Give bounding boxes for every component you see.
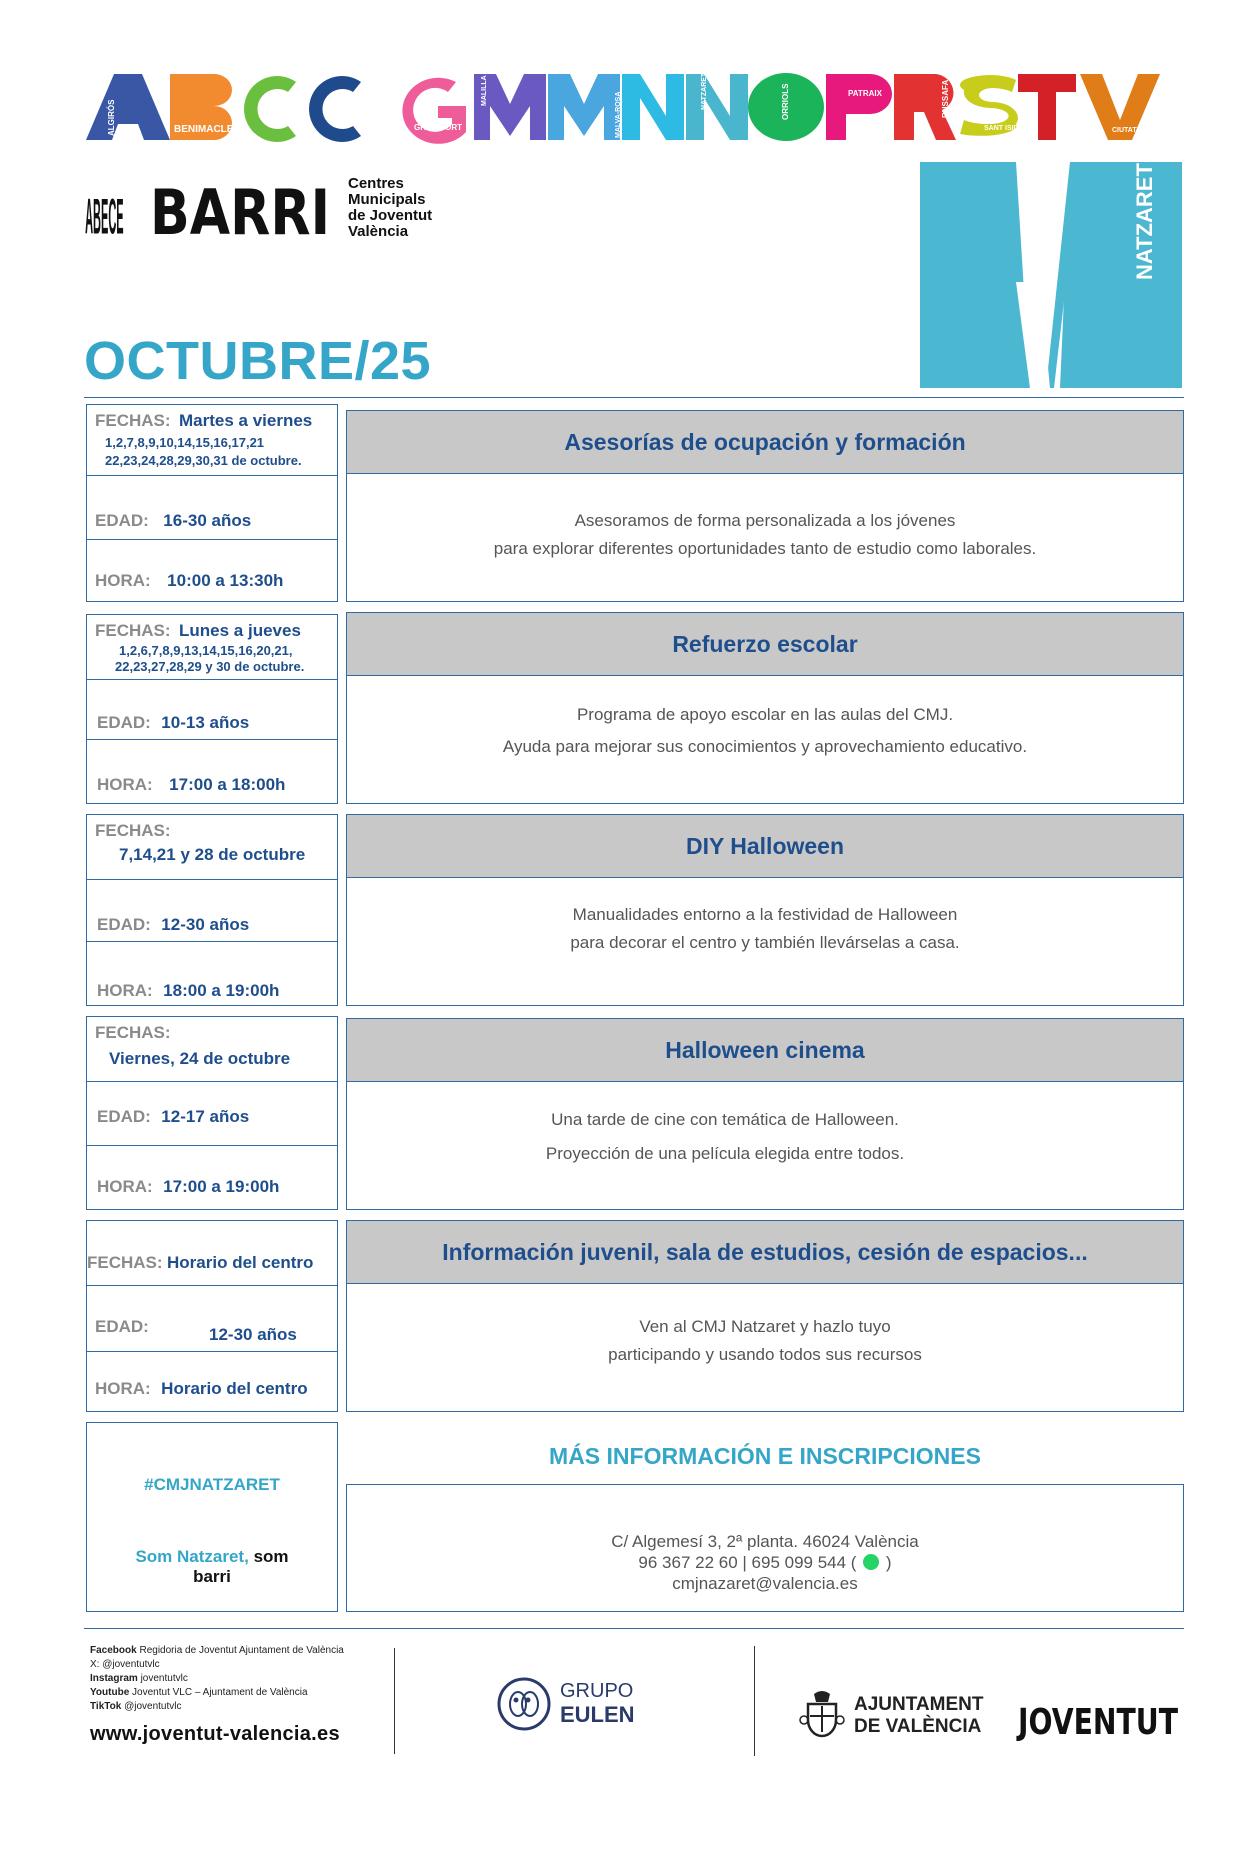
activity-title: Asesorías de ocupación y formación [347, 411, 1183, 474]
social-links [90, 1644, 344, 1714]
fechas-label: FECHAS: [95, 1023, 171, 1042]
activity-desc-line: Una tarde de cine con temática de Halloween. [551, 1110, 899, 1129]
social-handle[interactable]: @joventutvlc [102, 1659, 160, 1670]
social-net: X: [90, 1659, 100, 1670]
banner-label: CABANYAL-CANYAMELAR [304, 54, 310, 132]
footer-separator [394, 1648, 395, 1754]
banner-label: RUSSAFA [941, 79, 950, 118]
footer-separator [754, 1646, 755, 1756]
activity-box [346, 410, 1184, 602]
hora-label: HORA: [95, 1379, 151, 1398]
activity-desc-line: Asesoramos de forma personalizada a los jóvenes [574, 511, 956, 530]
social-handle[interactable]: joventutvlc [140, 1673, 188, 1684]
activity-title: Refuerzo escolar [347, 613, 1183, 676]
activity-info-box [86, 614, 338, 804]
hashtag-box [86, 1422, 338, 1612]
activity-title: Información juvenil, sala de estudios, cesión de espacios... [347, 1221, 1183, 1284]
neighbourhood-alphabet-banner [86, 54, 1186, 146]
banner-label: PATRAIX [848, 89, 882, 98]
hora-value: 17:00 a 19:00h [163, 1177, 280, 1196]
eulen-bottom: EULEN [560, 1702, 635, 1727]
activity-desc-line: Programa de apoyo escolar en las aulas del CMJ. [576, 705, 954, 724]
bottom-divider [84, 1628, 1184, 1629]
social-handle[interactable]: Joventut VLC – Ajuntament de València [132, 1687, 308, 1698]
edad-label: EDAD: [95, 511, 149, 530]
contact-box [346, 1484, 1184, 1612]
hora-value: 17:00 a 18:00h [169, 775, 286, 794]
centres-line: Municipals [348, 191, 426, 208]
eulen-top: GRUPO [560, 1680, 634, 1702]
banner-label: MALVA-ROSA [615, 91, 622, 138]
fechas-label: FECHAS: [87, 1253, 163, 1272]
natzaret-label: NATZARET [1132, 163, 1157, 280]
fechas-label: FECHAS: [95, 411, 171, 430]
slogan-part: barri [193, 1567, 231, 1586]
hora-value: 18:00 a 19:00h [163, 981, 280, 1000]
edad-label: EDAD: [97, 1107, 151, 1126]
fechas-value: Viernes, 24 de octubre [109, 1049, 291, 1068]
centres-line: de Joventut [348, 207, 433, 224]
hora-label: HORA: [97, 1177, 153, 1196]
social-net: Youtube [90, 1687, 130, 1698]
letter-m-blue [548, 74, 620, 140]
activity-desc-line: para decorar el centro y también llevárselas a casa. [570, 933, 960, 952]
banner-label: MALILLA [481, 75, 488, 106]
contact-phones-end: ) [885, 1553, 892, 1572]
joventut-logo [1015, 1700, 1182, 1743]
banner-label: BENIMACLET [174, 124, 240, 135]
hora-label: HORA: [97, 775, 153, 794]
activity-desc-line: Ayuda para mejorar sus conocimientos y aprovechamiento educativo. [502, 737, 1028, 756]
slogan-part: som [253, 1547, 289, 1566]
website-link[interactable]: www.joventut-valencia.es [90, 1723, 340, 1745]
fechas-label: FECHAS: [95, 821, 171, 840]
whatsapp-icon [863, 1554, 879, 1570]
contact-address: C/ Algemesí 3, 2ª planta. 46024 València [611, 1532, 919, 1551]
edad-value: 12-30 años [161, 915, 250, 934]
activity-desc-line: Ven al CMJ Natzaret y hazlo tuyo [639, 1317, 891, 1336]
banner-label: GRAU PORT [414, 123, 462, 132]
hashtag: #CMJNATZARET [144, 1475, 280, 1494]
top-divider [84, 397, 1184, 398]
month-title: OCTUBRE/25 [84, 331, 432, 391]
contact-phones: 96 367 22 60 | 695 099 544 ( [638, 1553, 857, 1572]
activity-info-box [86, 1220, 338, 1412]
letter-c-green [244, 76, 296, 142]
social-handle[interactable]: Regidoria de Joventut Ajuntament de València [139, 1645, 344, 1656]
banner-label: TRINITAT [1059, 107, 1066, 138]
city-crest-icon [798, 1690, 846, 1740]
banner-label: ORRIOLS [781, 83, 790, 120]
abece-text: ABECE [85, 187, 124, 245]
banner-label: ALGIRÓS [107, 99, 116, 136]
edad-value: 12-17 años [161, 1107, 250, 1126]
ajuntament-top: AJUNTAMENT [854, 1694, 984, 1715]
letter-n-teal [686, 74, 748, 140]
activity-box [346, 612, 1184, 804]
fechas-label: FECHAS: [95, 621, 171, 640]
edad-label: EDAD: [95, 1317, 149, 1336]
fechas-days: 22,23,27,28,29 y 30 de octubre. [115, 659, 305, 674]
fechas-value: Martes a viernes [179, 411, 313, 430]
hora-label: HORA: [97, 981, 153, 1000]
joventut-text: JOVENTUT [1015, 1702, 1179, 1743]
centres-line: València [348, 223, 409, 240]
social-net: Facebook [90, 1645, 137, 1656]
letter-c-blue [309, 76, 361, 142]
fechas-days: 1,2,6,7,8,9,13,14,15,16,20,21, [119, 643, 293, 658]
activity-info-box [86, 814, 338, 1006]
ajuntament-logo [798, 1690, 998, 1740]
activity-box [346, 814, 1184, 1006]
edad-label: EDAD: [97, 915, 151, 934]
letter-n-cyan [622, 74, 684, 140]
hora-label: HORA: [95, 571, 151, 590]
natzaret-block [920, 162, 1182, 388]
activity-title: Halloween cinema [347, 1019, 1183, 1082]
banner-label: SANT ISIDRE [984, 125, 1029, 132]
banner-label: CAMPANAR [235, 83, 244, 130]
social-handle[interactable]: @joventutvlc [124, 1701, 182, 1712]
fechas-value: Lunes a jueves [179, 621, 301, 640]
letter-p [826, 74, 892, 140]
centres-line: Centres [348, 175, 404, 192]
hora-value: 10:00 a 13:30h [167, 571, 284, 590]
activity-desc-line: participando y usando todos sus recursos [608, 1345, 922, 1364]
activity-info-box [86, 404, 338, 602]
banner-label: CIUTAT VELLA [1112, 127, 1162, 134]
centres-municipals-label [348, 176, 432, 240]
slogan-part: Som Natzaret, [135, 1547, 249, 1566]
activity-box [346, 1220, 1184, 1412]
abecebarri-logo [84, 176, 334, 249]
activity-desc-line: para explorar diferentes oportunidades tanto de estudio como laborales. [493, 539, 1037, 558]
fechas-value: Horario del centro [167, 1253, 314, 1272]
activity-title: DIY Halloween [347, 815, 1183, 878]
edad-value: 10-13 años [161, 713, 250, 732]
barri-text: BARRI [150, 176, 330, 249]
activity-desc-line: Proyección de una película elegida entre todos. [545, 1144, 905, 1163]
activity-desc-line: Manualidades entorno a la festividad de Halloween [572, 905, 958, 924]
edad-label: EDAD: [97, 713, 151, 732]
grupo-eulen-logo [496, 1676, 646, 1732]
edad-value: 12-30 años [209, 1325, 297, 1344]
activity-box [346, 1018, 1184, 1210]
fechas-value: 7,14,21 y 28 de octubre [119, 845, 306, 864]
social-net: TikTok [90, 1701, 122, 1712]
ajuntament-bottom: DE VALÈNCIA [854, 1716, 982, 1737]
banner-label: NATZARET [701, 72, 708, 110]
more-info-title: MÁS INFORMACIÓN E INSCRIPCIONES [549, 1443, 981, 1469]
contact-email[interactable]: cmjnazaret@valencia.es [672, 1574, 858, 1593]
fechas-days: 22,23,24,28,29,30,31 de octubre. [105, 453, 302, 468]
edad-value: 16-30 años [163, 511, 252, 530]
letter-a [86, 74, 170, 140]
letter-g [402, 78, 466, 144]
social-net: Instagram [90, 1673, 138, 1684]
hora-value: Horario del centro [161, 1379, 308, 1398]
fechas-days: 1,2,7,8,9,10,14,15,16,17,21 [105, 435, 265, 450]
